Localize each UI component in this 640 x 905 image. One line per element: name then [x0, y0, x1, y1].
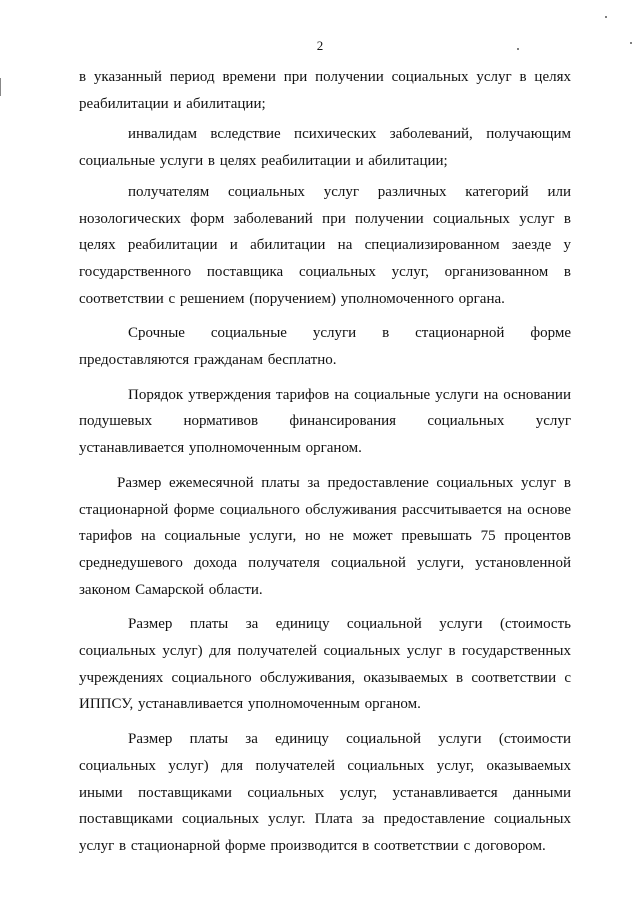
paragraph: Размер ежемесячной платы за предоставление социальных услуг в стационарной форме социального обслуживания рассчитывается на основе тарифов на социальные услуги, но не может превышать 75 процентов среднедушевого дохода получателя социальной услуги, установленной законом Самарской области. — [79, 474, 571, 598]
paragraph: Размер платы за единицу социальной услуги (стоимость социальных услуг) для получателей социальных услуг в государственных учреждениях социального обслуживания, оказываемых в соответствии с ИППСУ, устанавливается уполномоченным органом. — [79, 616, 571, 713]
page-number: 2 — [316, 38, 324, 53]
document-body — [79, 64, 571, 860]
paragraph: инвалидам вследствие психических заболеваний, получающим социальные услуги в целях реабилитации и абилитации; — [79, 126, 571, 170]
paragraph: получателям социальных услуг различных категорий или нозологических форм заболеваний при получении социальных услуг в целях реабилитации и абилитации на специализированном заезде у государственного поставщика социальных услуг, организованном в соответствии с решением (поручением) уполномоченного органа. — [79, 183, 571, 307]
paragraph: в указанный период времени при получении социальных услуг в целях реабилитации и абилитации; — [79, 69, 571, 112]
scan-margin-mark — [0, 78, 1, 96]
paragraph: Размер платы за единицу социальной услуги (стоимости социальных услуг) для получателей социальных услуг, оказываемых иными поставщиками социальных услуг, устанавливается данными поставщиками социальных услуг. Плата за предоставление социальных услуг в стационарной форме производится в соответствии с договором. — [79, 731, 571, 854]
paragraph: Порядок утверждения тарифов на социальные услуги на основании подушевых нормативов финансирования социальных услуг устанавливается уполномоченным органом. — [79, 386, 571, 457]
scan-speck — [605, 16, 607, 18]
paragraph: Срочные социальные услуги в стационарной форме предоставляются гражданам бесплатно. — [79, 325, 571, 369]
